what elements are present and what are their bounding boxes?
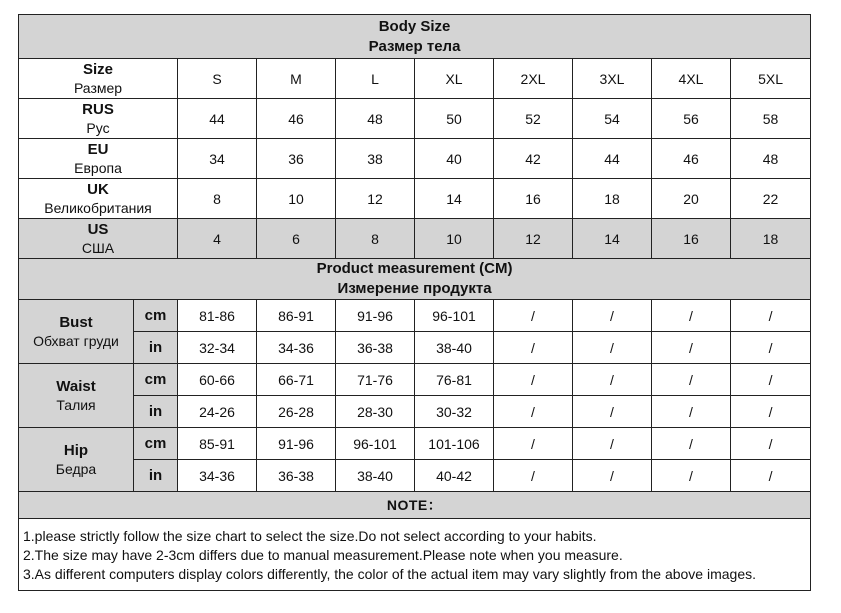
size-header-cell — [19, 59, 178, 99]
size-value: 16 — [494, 179, 573, 219]
measure-value: / — [494, 332, 573, 364]
measure-value: / — [573, 300, 652, 332]
measure-label-en: Waist — [56, 377, 96, 395]
size-value: 36 — [257, 139, 336, 179]
unit-in: in — [134, 396, 178, 428]
size-value: 20 — [652, 179, 731, 219]
unit-in: in — [134, 332, 178, 364]
measure-value: 76-81 — [415, 364, 494, 396]
size-system-rus — [19, 99, 178, 139]
title-en: Body Size — [378, 17, 451, 35]
measure-value: 85-91 — [178, 428, 257, 460]
size-value: 22 — [731, 179, 811, 219]
size-value: 12 — [336, 179, 415, 219]
measure-value: 28-30 — [336, 396, 415, 428]
measurement-title — [19, 259, 811, 300]
size-label: 3XL — [573, 59, 652, 99]
size-system-en: US — [87, 220, 109, 238]
measure-value: / — [652, 396, 731, 428]
size-system-en: UK — [87, 180, 109, 198]
size-chart — [18, 14, 810, 591]
size-value: 56 — [652, 99, 731, 139]
measure-value: / — [494, 460, 573, 492]
measure-value: / — [652, 460, 731, 492]
measure-label-ru: Талия — [56, 396, 96, 413]
size-label: 2XL — [494, 59, 573, 99]
measure-value: / — [652, 428, 731, 460]
measure-value: 81-86 — [178, 300, 257, 332]
size-value: 58 — [731, 99, 811, 139]
measure-value: / — [573, 396, 652, 428]
size-value: 34 — [178, 139, 257, 179]
measure-value: / — [573, 428, 652, 460]
size-value: 48 — [336, 99, 415, 139]
note-line: 2.The size may have 2-3cm differs due to manual measurement.Please note when you measure. — [23, 547, 623, 563]
size-value: 38 — [336, 139, 415, 179]
size-system-en: EU — [87, 140, 109, 158]
size-header-en: Size — [82, 60, 113, 78]
measure-value: / — [494, 396, 573, 428]
size-value: 10 — [415, 219, 494, 259]
size-value: 54 — [573, 99, 652, 139]
measure-value: 71-76 — [336, 364, 415, 396]
size-value: 12 — [494, 219, 573, 259]
measure-value: 36-38 — [336, 332, 415, 364]
measure-value: 24-26 — [178, 396, 257, 428]
size-label: 5XL — [731, 59, 811, 99]
measure-value: / — [652, 332, 731, 364]
size-value: 46 — [257, 99, 336, 139]
measure-value: / — [731, 300, 811, 332]
size-system-uk — [19, 179, 178, 219]
measure-value: 96-101 — [336, 428, 415, 460]
size-value: 52 — [494, 99, 573, 139]
measure-label-en: Bust — [59, 313, 93, 331]
unit-in: in — [134, 460, 178, 492]
body-size-title — [19, 15, 811, 59]
measure-label-ru: Обхват груди — [33, 332, 119, 349]
size-table — [18, 14, 811, 591]
measure-value: / — [494, 364, 573, 396]
size-value: 50 — [415, 99, 494, 139]
measurement-title-ru: Измерение продукта — [337, 280, 492, 297]
measure-value: 101-106 — [415, 428, 494, 460]
size-header-ru: Размер — [73, 79, 123, 96]
unit-cm: cm — [134, 364, 178, 396]
size-system-ru: США — [81, 239, 115, 256]
size-label: L — [336, 59, 415, 99]
measure-value: 38-40 — [415, 332, 494, 364]
measure-value: 36-38 — [257, 460, 336, 492]
measure-value: 26-28 — [257, 396, 336, 428]
measure-value: / — [652, 364, 731, 396]
measure-value: / — [573, 460, 652, 492]
measure-value: 38-40 — [336, 460, 415, 492]
measure-value: 91-96 — [336, 300, 415, 332]
measure-value: / — [731, 364, 811, 396]
size-system-ru: Европа — [74, 159, 122, 176]
size-system-eu — [19, 139, 178, 179]
size-value: 10 — [257, 179, 336, 219]
measure-value: / — [494, 300, 573, 332]
size-value: 46 — [652, 139, 731, 179]
measure-value: 91-96 — [257, 428, 336, 460]
measure-value: / — [731, 428, 811, 460]
size-value: 6 — [257, 219, 336, 259]
measure-label-ru: Бедра — [55, 460, 97, 477]
size-value: 18 — [573, 179, 652, 219]
size-system-ru: Великобритания — [44, 199, 152, 216]
measure-bust — [19, 300, 134, 364]
size-system-ru: Рус — [86, 119, 110, 136]
size-value: 8 — [178, 179, 257, 219]
size-label: XL — [415, 59, 494, 99]
title-ru: Размер тела — [368, 37, 461, 55]
measure-value: 30-32 — [415, 396, 494, 428]
size-value: 14 — [573, 219, 652, 259]
measure-label-en: Hip — [63, 441, 89, 459]
measure-value: 34-36 — [178, 460, 257, 492]
measurement-title-en: Product measurement (CM) — [316, 260, 513, 277]
measure-value: / — [652, 300, 731, 332]
size-system-us — [19, 219, 178, 259]
size-value: 4 — [178, 219, 257, 259]
measure-value: / — [731, 396, 811, 428]
measure-waist — [19, 364, 134, 428]
measure-value: 40-42 — [415, 460, 494, 492]
size-value: 44 — [573, 139, 652, 179]
note-line: 3.As different computers display colors differently, the color of the actual item may vary slightly from the above images. — [23, 566, 757, 582]
size-value: 40 — [415, 139, 494, 179]
measure-value: 66-71 — [257, 364, 336, 396]
size-value: 48 — [731, 139, 811, 179]
measure-value: 34-36 — [257, 332, 336, 364]
measure-value: / — [573, 332, 652, 364]
notes-block — [19, 519, 811, 591]
size-label: S — [178, 59, 257, 99]
size-value: 18 — [731, 219, 811, 259]
note-line: 1.please strictly follow the size chart to select the size.Do not select according to your habits. — [23, 528, 597, 544]
size-value: 16 — [652, 219, 731, 259]
size-label: 4XL — [652, 59, 731, 99]
measure-value: 86-91 — [257, 300, 336, 332]
measure-value: 32-34 — [178, 332, 257, 364]
measure-hip — [19, 428, 134, 492]
measure-value: 96-101 — [415, 300, 494, 332]
measure-value: / — [494, 428, 573, 460]
size-value: 14 — [415, 179, 494, 219]
size-label: M — [257, 59, 336, 99]
size-value: 44 — [178, 99, 257, 139]
unit-cm: cm — [134, 428, 178, 460]
measure-value: / — [731, 460, 811, 492]
measure-value: 60-66 — [178, 364, 257, 396]
size-value: 42 — [494, 139, 573, 179]
size-value: 8 — [336, 219, 415, 259]
note-title: NOTE： — [19, 492, 811, 519]
measure-value: / — [731, 332, 811, 364]
unit-cm: cm — [134, 300, 178, 332]
size-system-en: RUS — [82, 100, 114, 118]
measure-value: / — [573, 364, 652, 396]
